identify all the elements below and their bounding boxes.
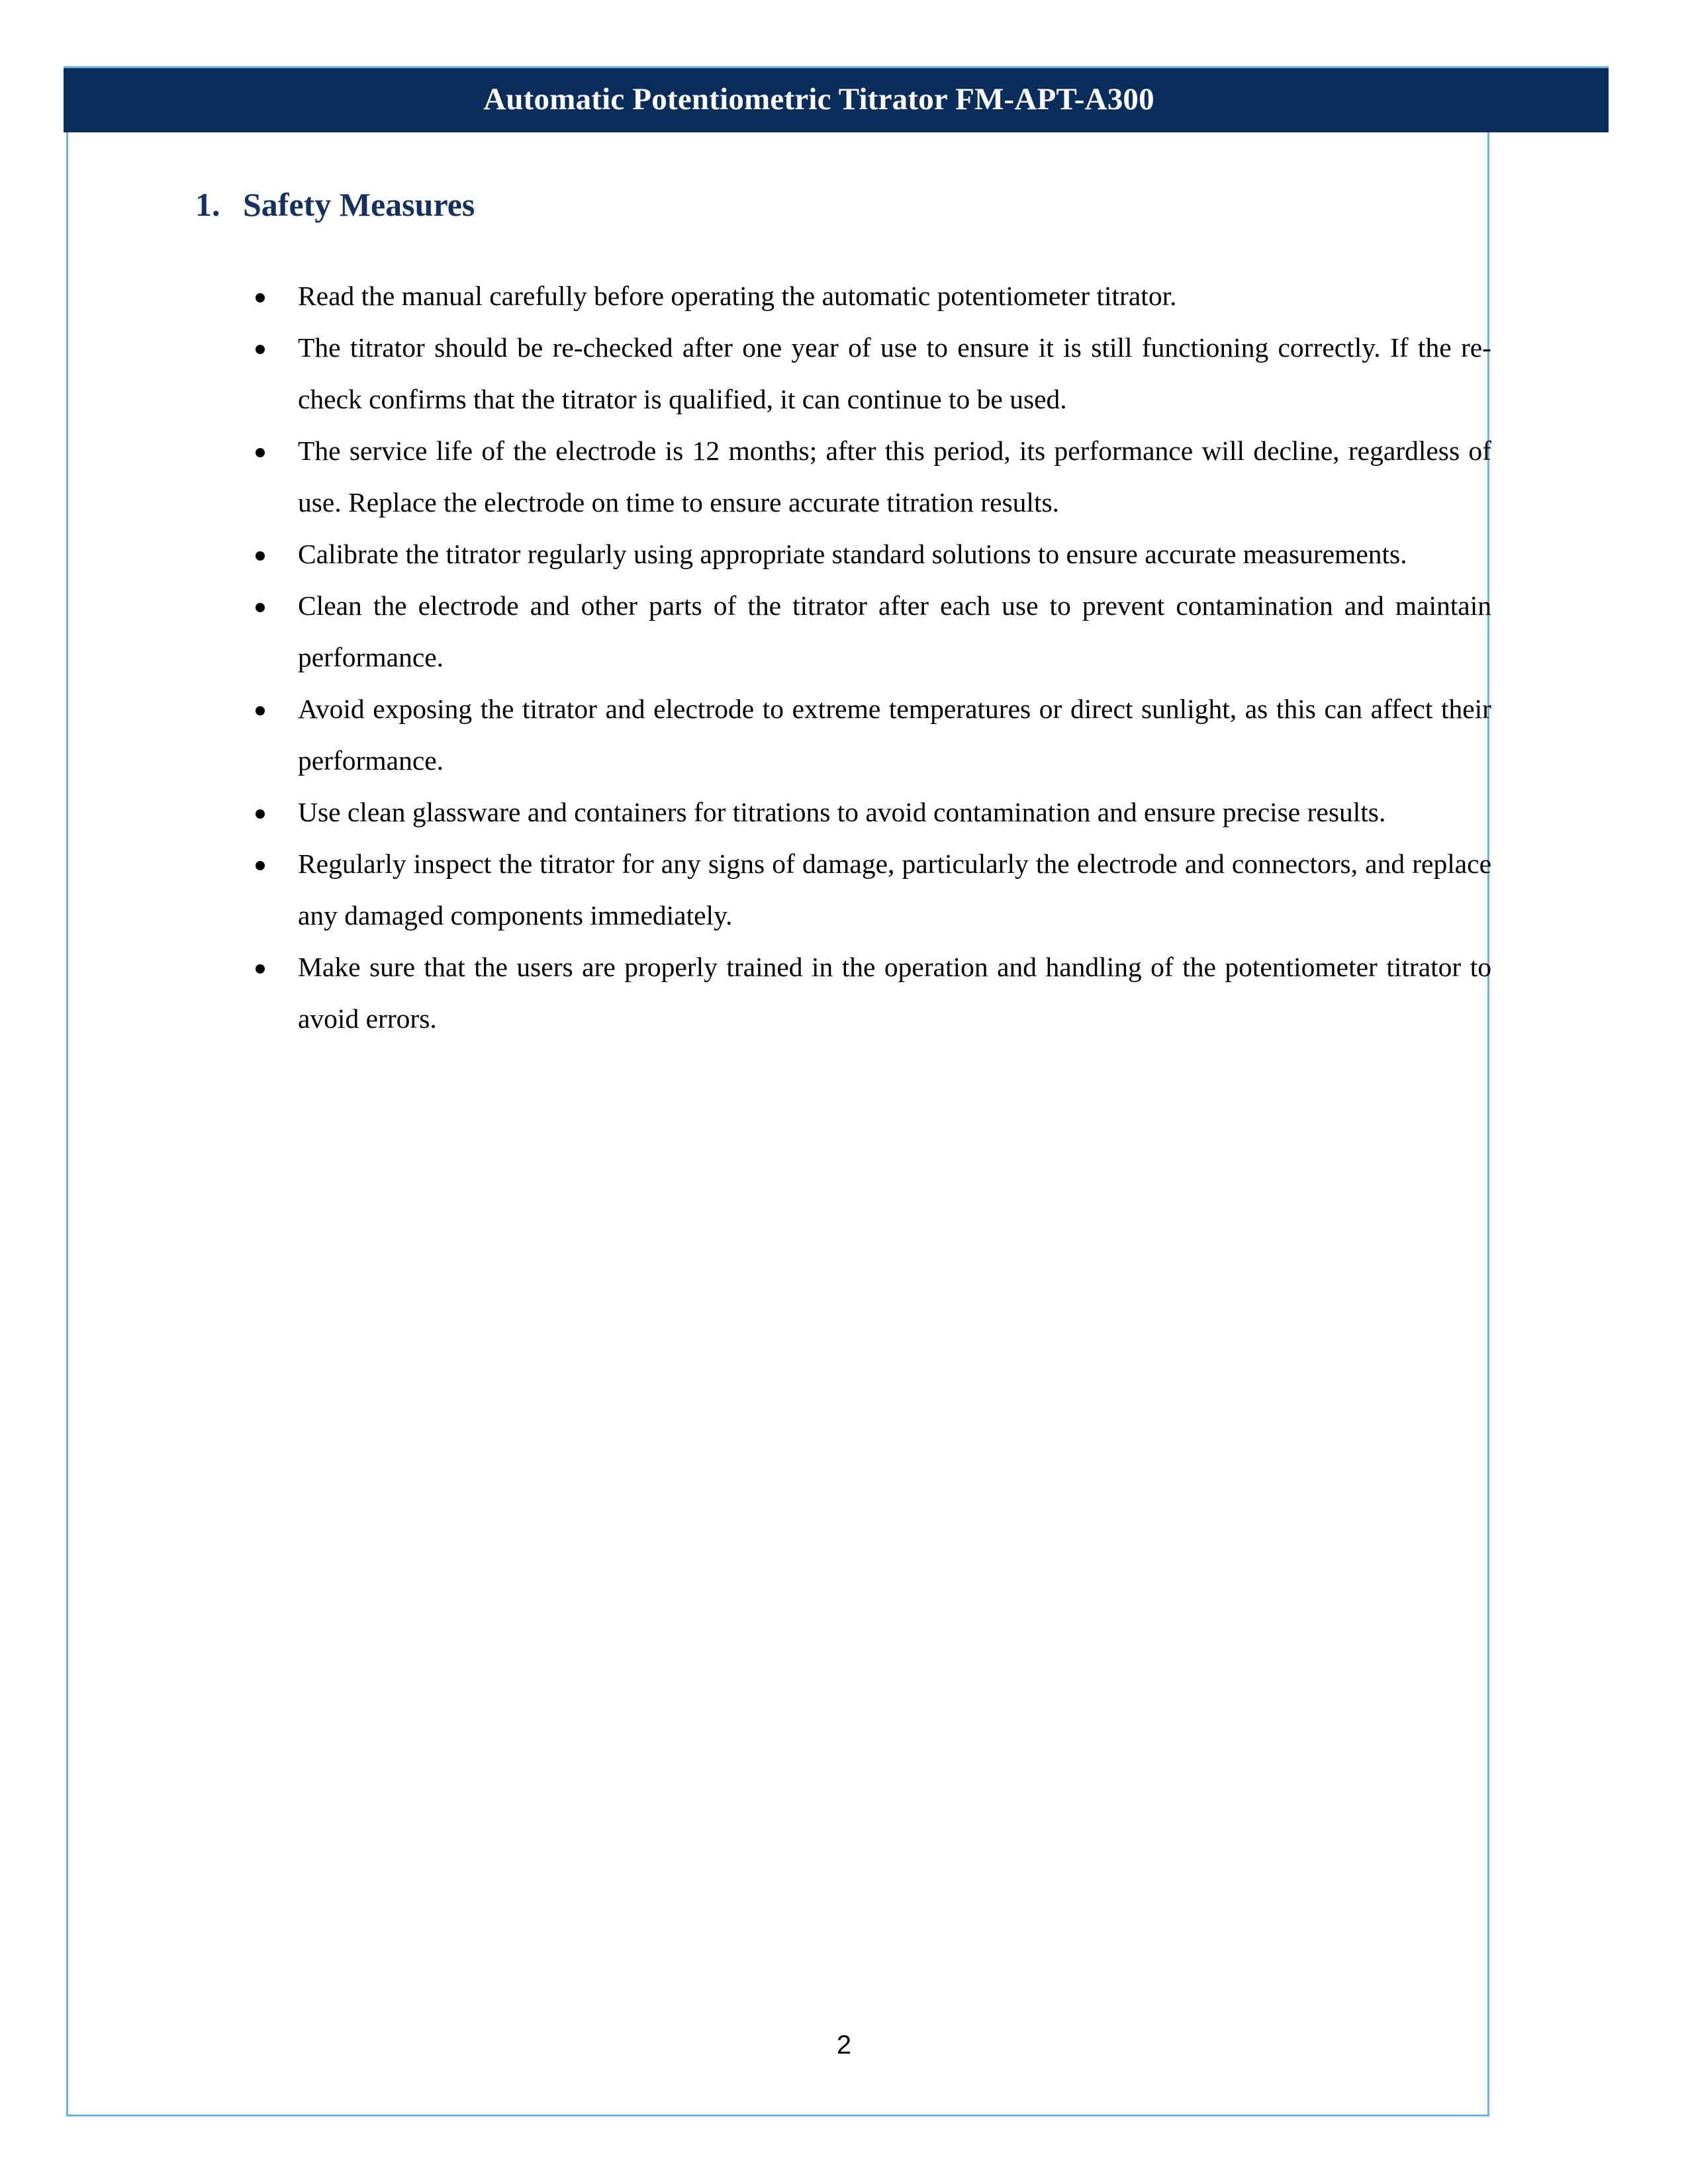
section-number: 1. — [195, 186, 220, 223]
list-item-text: Calibrate the titrator regularly using appropriate standard solutions to ensure accurate measurements. — [298, 539, 1407, 569]
list-item-text: Clean the electrode and other parts of the titrator after each use to prevent contamination and maintain performance. — [298, 590, 1491, 672]
list-item-text: The service life of the electrode is 12 months; after this period, its performance will decline, regardless of use. Replace the electrode on time to ensure accurate titration results. — [298, 435, 1491, 518]
list-item-text: Use clean glassware and containers for titrations to avoid contamination and ensure precise results. — [298, 797, 1386, 827]
document-title: Automatic Potentiometric Titrator FM-APT-A300 — [483, 82, 1154, 116]
safety-measures-list — [250, 270, 1491, 1044]
document-header-banner — [64, 66, 1609, 132]
list-item — [250, 425, 1491, 528]
list-item — [250, 941, 1491, 1044]
page-number: 2 — [836, 2030, 852, 2060]
list-item — [250, 838, 1491, 941]
list-item — [250, 786, 1491, 838]
list-item — [250, 270, 1491, 322]
list-item-text: Make sure that the users are properly trained in the operation and handling of the potentiometer titrator to avoid errors. — [298, 952, 1491, 1034]
list-item-text: The titrator should be re-checked after one year of use to ensure it is still functioning correctly. If the re-check confirms that the titrator is qualified, it can continue to be used. — [298, 332, 1491, 414]
list-item-text: Read the manual carefully before operating the automatic potentiometer titrator. — [298, 281, 1177, 311]
section-title: Safety Measures — [243, 186, 475, 223]
list-item — [250, 322, 1491, 425]
list-item-text: Regularly inspect the titrator for any signs of damage, particularly the electrode and connectors, and replace any damaged components immediately. — [298, 848, 1491, 931]
list-item — [250, 580, 1491, 683]
list-item — [250, 683, 1491, 786]
list-item — [250, 528, 1491, 580]
page-title — [195, 188, 1493, 221]
list-item-text: Avoid exposing the titrator and electrode to extreme temperatures or direct sunlight, as this can affect their performance. — [298, 694, 1491, 776]
